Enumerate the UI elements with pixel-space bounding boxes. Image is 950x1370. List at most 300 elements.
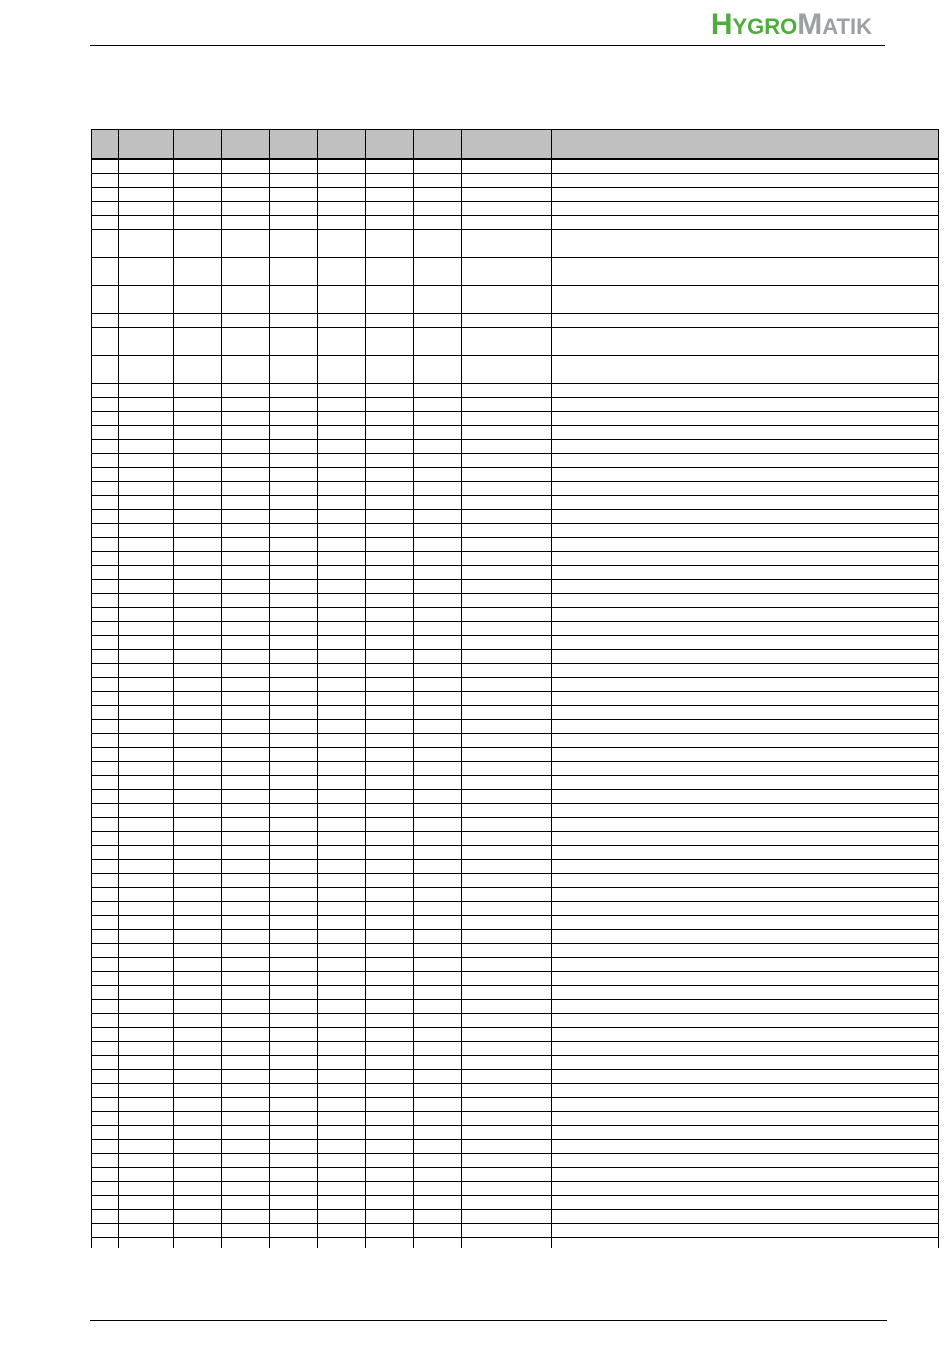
table-cell (462, 720, 552, 734)
table-cell (270, 188, 318, 202)
table-cell (92, 874, 119, 888)
table-cell (270, 650, 318, 664)
table-cell (318, 398, 366, 412)
table-cell (414, 1056, 462, 1070)
table-cell (119, 398, 174, 412)
table-cell (174, 580, 222, 594)
table-cell (366, 510, 414, 524)
table-cell (366, 888, 414, 902)
table-row (92, 874, 939, 888)
table-cell (119, 1056, 174, 1070)
table-cell (552, 426, 939, 440)
table-cell (552, 860, 939, 874)
table-cell (222, 440, 270, 454)
table-cell (414, 916, 462, 930)
table-cell (92, 426, 119, 440)
table-cell (366, 930, 414, 944)
column-header (318, 130, 366, 160)
table-row (92, 804, 939, 818)
table-cell (462, 1154, 552, 1168)
table-cell (222, 972, 270, 986)
table-cell (222, 1126, 270, 1140)
table-cell (119, 776, 174, 790)
table-cell (270, 356, 318, 384)
table-cell (462, 1168, 552, 1182)
table-cell (552, 888, 939, 902)
table-cell (119, 1000, 174, 1014)
table-cell (366, 1168, 414, 1182)
table-cell (414, 174, 462, 188)
table-cell (366, 1154, 414, 1168)
table-cell (119, 944, 174, 958)
table-cell (270, 748, 318, 762)
table-cell (318, 1210, 366, 1224)
table-cell (174, 314, 222, 328)
table-row (92, 1070, 939, 1084)
table-cell (222, 174, 270, 188)
table-cell (222, 1210, 270, 1224)
table-cell (270, 902, 318, 916)
table-cell (174, 958, 222, 972)
table-cell (270, 678, 318, 692)
table-cell (366, 902, 414, 916)
table-cell (462, 1084, 552, 1098)
table-row (92, 398, 939, 412)
table-cell (222, 384, 270, 398)
table-cell (174, 594, 222, 608)
table-cell (270, 538, 318, 552)
table-cell (462, 860, 552, 874)
table-cell (318, 944, 366, 958)
table-cell (414, 384, 462, 398)
table-cell (462, 1098, 552, 1112)
table-cell (174, 706, 222, 720)
table-cell (270, 636, 318, 650)
table-row (92, 776, 939, 790)
table-cell (462, 664, 552, 678)
table-cell (462, 958, 552, 972)
table-cell (92, 580, 119, 594)
table-cell (462, 1112, 552, 1126)
table-cell (552, 258, 939, 286)
table-cell (222, 748, 270, 762)
table-cell (552, 1126, 939, 1140)
table-cell (92, 328, 119, 356)
table-row (92, 159, 939, 174)
table-cell (222, 1000, 270, 1014)
table-cell (366, 286, 414, 314)
table-cell (552, 608, 939, 622)
table-cell (174, 440, 222, 454)
table-cell (366, 1182, 414, 1196)
table-row (92, 972, 939, 986)
table-cell (174, 944, 222, 958)
table-cell (119, 1154, 174, 1168)
table-cell (174, 538, 222, 552)
table-cell (552, 748, 939, 762)
table-cell (119, 720, 174, 734)
table-cell (318, 678, 366, 692)
table-cell (552, 1168, 939, 1182)
table-cell (462, 930, 552, 944)
table-cell (222, 482, 270, 496)
table-cell (92, 692, 119, 706)
table-cell (222, 720, 270, 734)
table-cell (318, 1168, 366, 1182)
table-cell (92, 944, 119, 958)
table-row (92, 608, 939, 622)
table-cell (552, 804, 939, 818)
table-cell (414, 314, 462, 328)
table-cell (414, 482, 462, 496)
table-cell (222, 888, 270, 902)
table-cell (414, 1042, 462, 1056)
table-cell (92, 804, 119, 818)
table-cell (462, 846, 552, 860)
table-row (92, 1210, 939, 1224)
table-cell (414, 776, 462, 790)
table-cell (270, 888, 318, 902)
table-row (92, 1182, 939, 1196)
table-row (92, 846, 939, 860)
table-cell (119, 1014, 174, 1028)
table-cell (462, 356, 552, 384)
table-cell (174, 426, 222, 440)
table-cell (270, 1112, 318, 1126)
table-cell (462, 594, 552, 608)
table-cell (552, 818, 939, 832)
table-cell (366, 1014, 414, 1028)
table-cell (366, 1112, 414, 1126)
table-row (92, 314, 939, 328)
table-cell (92, 510, 119, 524)
table-cell (119, 706, 174, 720)
table-cell (119, 916, 174, 930)
table-cell (92, 1098, 119, 1112)
table-cell (92, 888, 119, 902)
table-cell (462, 258, 552, 286)
table-cell (222, 832, 270, 846)
table-cell (270, 412, 318, 426)
table-cell (174, 482, 222, 496)
table-cell (552, 776, 939, 790)
table-cell (366, 159, 414, 174)
table-cell (270, 159, 318, 174)
table-cell (366, 468, 414, 482)
table-cell (552, 580, 939, 594)
table-cell (366, 1000, 414, 1014)
table-cell (174, 230, 222, 258)
table-cell (318, 1224, 366, 1238)
table-row (92, 818, 939, 832)
table-cell (414, 1238, 462, 1249)
table-cell (366, 174, 414, 188)
table-cell (552, 944, 939, 958)
table-cell (414, 468, 462, 482)
table-cell (318, 454, 366, 468)
table-cell (119, 1238, 174, 1249)
table-cell (318, 734, 366, 748)
table-cell (552, 958, 939, 972)
table-row (92, 706, 939, 720)
table-cell (270, 398, 318, 412)
table-cell (119, 762, 174, 776)
table-cell (270, 258, 318, 286)
table-cell (270, 552, 318, 566)
table-cell (119, 972, 174, 986)
table-cell (92, 594, 119, 608)
table-cell (318, 188, 366, 202)
table-cell (270, 1210, 318, 1224)
table-cell (119, 482, 174, 496)
table-cell (270, 1196, 318, 1210)
table-cell (92, 524, 119, 538)
table-cell (222, 496, 270, 510)
table-cell (366, 846, 414, 860)
table-cell (462, 1224, 552, 1238)
table-cell (462, 762, 552, 776)
table-cell (222, 258, 270, 286)
table-cell (92, 790, 119, 804)
table-cell (318, 776, 366, 790)
table-cell (174, 1000, 222, 1014)
table-cell (270, 1182, 318, 1196)
table-cell (92, 664, 119, 678)
table-cell (552, 1000, 939, 1014)
table-cell (174, 174, 222, 188)
table-row (92, 594, 939, 608)
table-cell (92, 566, 119, 580)
table-row (92, 510, 939, 524)
table-cell (270, 468, 318, 482)
table-cell (119, 174, 174, 188)
table-cell (174, 398, 222, 412)
table-cell (414, 454, 462, 468)
table-cell (119, 1028, 174, 1042)
table-cell (366, 944, 414, 958)
table-cell (462, 454, 552, 468)
table-cell (462, 552, 552, 566)
table-cell (92, 1112, 119, 1126)
table-cell (462, 496, 552, 510)
table-cell (119, 202, 174, 216)
table-row (92, 174, 939, 188)
table-cell (92, 496, 119, 510)
table-cell (366, 748, 414, 762)
table-cell (366, 230, 414, 258)
table-cell (92, 1140, 119, 1154)
table-cell (462, 1028, 552, 1042)
table-cell (92, 1042, 119, 1056)
table-cell (414, 1196, 462, 1210)
table-cell (119, 1112, 174, 1126)
table-cell (270, 524, 318, 538)
table-cell (366, 314, 414, 328)
table-cell (92, 440, 119, 454)
table-cell (318, 216, 366, 230)
table-cell (92, 1182, 119, 1196)
table-cell (174, 762, 222, 776)
table-cell (318, 874, 366, 888)
table-cell (552, 692, 939, 706)
table-row (92, 930, 939, 944)
table-cell (174, 776, 222, 790)
table-cell (366, 538, 414, 552)
table-row (92, 188, 939, 202)
table-cell (174, 552, 222, 566)
table-cell (552, 159, 939, 174)
table-cell (119, 692, 174, 706)
table-cell (318, 1098, 366, 1112)
table-cell (174, 818, 222, 832)
table-cell (222, 552, 270, 566)
table-cell (366, 580, 414, 594)
table-cell (366, 1126, 414, 1140)
table-cell (414, 608, 462, 622)
table-cell (270, 482, 318, 496)
table-cell (92, 1210, 119, 1224)
table-cell (462, 328, 552, 356)
table-cell (318, 818, 366, 832)
table-cell (462, 748, 552, 762)
hygromatik-logo: HYGROMATIK (710, 8, 872, 41)
table-cell (366, 1224, 414, 1238)
table-cell (119, 1168, 174, 1182)
table-cell (552, 1084, 939, 1098)
table-row (92, 720, 939, 734)
table-row (92, 1224, 939, 1238)
table-cell (366, 1028, 414, 1042)
table-cell (222, 314, 270, 328)
table-cell (119, 328, 174, 356)
table-cell (414, 902, 462, 916)
table-cell (552, 594, 939, 608)
table-row (92, 216, 939, 230)
table-cell (318, 636, 366, 650)
table-cell (119, 1042, 174, 1056)
table-cell (414, 832, 462, 846)
table-cell (552, 524, 939, 538)
column-header (462, 130, 552, 160)
table-cell (174, 608, 222, 622)
table-cell (174, 846, 222, 860)
column-header (92, 130, 119, 160)
table-cell (270, 776, 318, 790)
table-cell (119, 594, 174, 608)
table-cell (92, 1000, 119, 1014)
table-cell (92, 482, 119, 496)
table-cell (414, 159, 462, 174)
table-cell (462, 566, 552, 580)
table-cell (174, 202, 222, 216)
table-cell (414, 818, 462, 832)
table-cell (552, 1014, 939, 1028)
table-cell (222, 412, 270, 426)
table-cell (462, 916, 552, 930)
table-cell (414, 188, 462, 202)
table-cell (92, 159, 119, 174)
table-row (92, 944, 939, 958)
table-cell (270, 1028, 318, 1042)
table-cell (222, 1140, 270, 1154)
table-cell (270, 230, 318, 258)
table-cell (552, 412, 939, 426)
table-cell (119, 902, 174, 916)
table-cell (552, 1196, 939, 1210)
table-cell (92, 1126, 119, 1140)
table-cell (366, 594, 414, 608)
table-cell (119, 1084, 174, 1098)
table-cell (119, 356, 174, 384)
table-cell (462, 1182, 552, 1196)
table-cell (270, 286, 318, 314)
table-cell (318, 622, 366, 636)
table-cell (462, 734, 552, 748)
table-cell (462, 580, 552, 594)
table-cell (318, 790, 366, 804)
table-cell (414, 594, 462, 608)
table-cell (119, 412, 174, 426)
table-cell (222, 902, 270, 916)
table-cell (366, 636, 414, 650)
table-cell (222, 818, 270, 832)
table-cell (414, 1014, 462, 1028)
table-cell (414, 874, 462, 888)
table-cell (414, 1000, 462, 1014)
table-cell (462, 776, 552, 790)
table-cell (462, 678, 552, 692)
table-cell (92, 762, 119, 776)
table-cell (462, 790, 552, 804)
table-cell (414, 930, 462, 944)
table-cell (222, 916, 270, 930)
table-cell (318, 1042, 366, 1056)
table-cell (366, 524, 414, 538)
table-cell (462, 692, 552, 706)
table-cell (222, 328, 270, 356)
table-cell (174, 188, 222, 202)
table-cell (414, 412, 462, 426)
table-cell (366, 832, 414, 846)
table-cell (414, 748, 462, 762)
table-cell (318, 762, 366, 776)
table-cell (318, 174, 366, 188)
table-cell (462, 1196, 552, 1210)
table-cell (222, 622, 270, 636)
table-cell (366, 916, 414, 930)
table-cell (174, 1238, 222, 1249)
table-cell (92, 1028, 119, 1042)
table-cell (174, 1112, 222, 1126)
table-cell (414, 1154, 462, 1168)
column-header (366, 130, 414, 160)
table-cell (92, 720, 119, 734)
table-cell (174, 566, 222, 580)
table-row (92, 258, 939, 286)
table-cell (174, 1140, 222, 1154)
table-cell (318, 986, 366, 1000)
table-cell (462, 1014, 552, 1028)
table-cell (92, 1238, 119, 1249)
table-cell (552, 1210, 939, 1224)
table-cell (119, 1182, 174, 1196)
table-cell (318, 594, 366, 608)
table-cell (366, 706, 414, 720)
table-cell (92, 832, 119, 846)
table-cell (366, 1084, 414, 1098)
table-cell (92, 748, 119, 762)
table-cell (462, 832, 552, 846)
